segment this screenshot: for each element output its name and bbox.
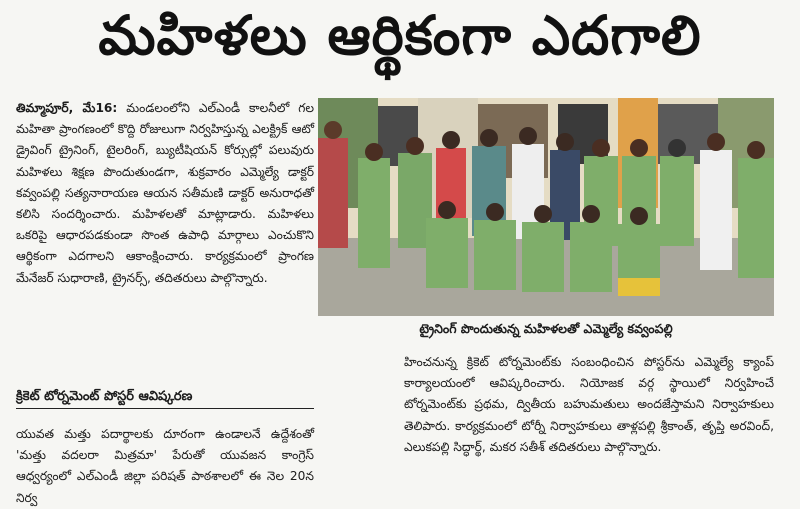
cricket-left-column: యువత మత్తు పదార్థాలకు దూరంగా ఉండాలనే ఉద్దేశంతో 'మత్తు వదలరా మిత్రమా' పేరుతో యువజన కాంగ్రెస్ ఆధ్వర్యంలో ఎల్‌ఎండీ జిల్లా పరిషత్ పాఠశాలలో ఈ నెల 20న నిర్వ (16, 427, 314, 505)
cricket-right-column (404, 352, 774, 458)
headline: మహిళలు ఆర్థికంగా ఎదగాలి (98, 3, 702, 67)
story-column (16, 98, 314, 289)
cricket-subheading: క్రికెట్ టోర్నమెంట్ పోస్టర్ ఆవిష్కరణ (16, 388, 314, 409)
dateline: తిమ్మాపూర్, మే16: (16, 101, 118, 115)
cricket-right-paragraph: హించనున్న క్రికెట్ టోర్నమెంట్‌కు సంబంధించిన పోస్టర్‌ను ఎమ్మెల్యే క్యాంప్ కార్యాలయంలో ఆవిష్కరించారు. నియోజక వర్గ స్థాయిలో నిర్వహించే టోర్నమెంట్‌కు ప్రథమ, ద్వితీయ బహుమతులు అందజేస్తామని నిర్వాహకులు తెలిపారు. కార్యక్రమంలో టోర్నీ నిర్వాహకులు తాళ్లపల్లి శ్రీకాంత్, తృప్తి అరవింద్, ఎలుకపల్లి సిద్ధార్థ్, మకర సతీశ్ తదితరులు పాల్గొన్నారు. (404, 355, 774, 454)
group-photo-illustration (318, 98, 774, 316)
story-body: మండలంలోని ఎల్‌ఎండీ కాలనీలో గల మహితా ప్రాంగణంలో కొద్ది రోజులుగా నిర్వహిస్తున్న ఎలక్ట్రిక్ ఆటో డ్రైవింగ్ ట్రైనింగ్, టైలరింగ్, బ్యుటీషియన్ కోర్సుల్లో పలువురు మహిళలు శిక్షణ పొందుతుండగా, శుక్రవారం ఎమ్మెల్యే డాక్టర్ కవ్వంపల్లి సత్యనారాయణ ఆయన సతీమణి డాక్టర్ అనురాధతో కలిసి సందర్శించారు. మహిళలతో మాట్లాడారు. మహిళలు ఒకరిపై ఆధారపడకుండా సొంత ఉపాధి మార్గాలు ఎంచుకొని ఆర్థికంగా ఎదగాలని ఆకాంక్షించారు. కార్యక్రమంలో ప్రాంగణ మేనేజర్ సుధారాణి, ట్రైనర్స్, తదితరులు పాల్గొన్నారు. (16, 101, 315, 285)
story-paragraph (16, 98, 314, 289)
photo-caption: ట్రైనింగ్ పొందుతున్న మహిళలతో ఎమ్మెల్యే కవ్వంపల్లి (419, 321, 673, 336)
group-photo (318, 98, 774, 316)
